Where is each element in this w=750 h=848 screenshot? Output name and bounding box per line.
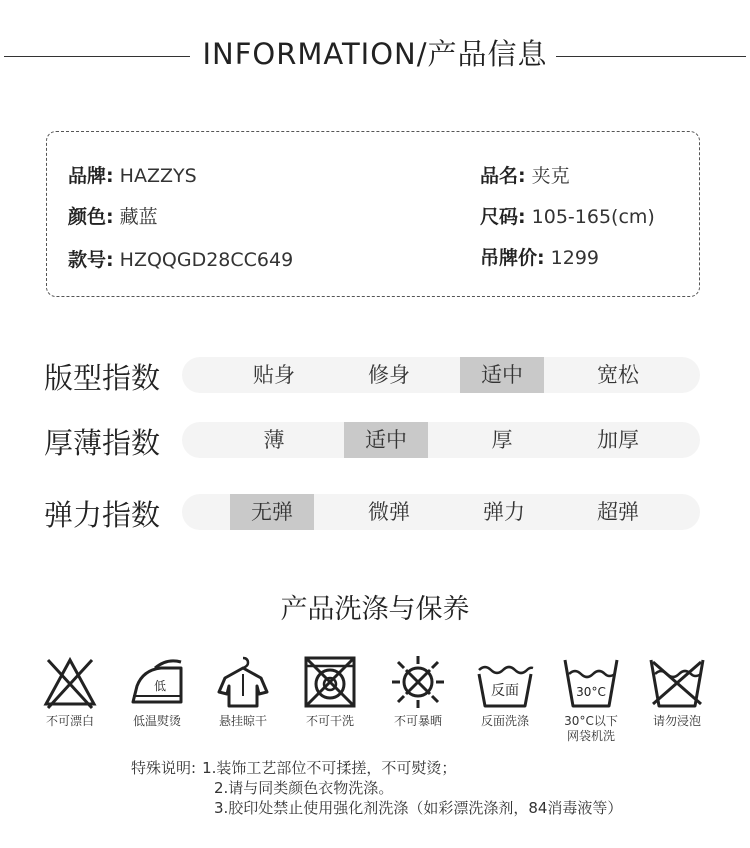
inside-out-glyph: 反面	[491, 683, 519, 699]
name-label: 品名:	[480, 165, 526, 187]
size-row	[480, 202, 655, 229]
product-info-box	[46, 131, 700, 297]
fit-option-3-selected: 适中	[460, 357, 544, 393]
low-temp-iron-caption: 低温熨烫	[132, 714, 181, 728]
note-item-2: 2.请与同类颜色衣物洗涤。	[214, 779, 394, 797]
no-dry-clean-caption: 不可干洗	[305, 714, 354, 728]
note-item-3: 3.胶印处禁止使用强化剂洗涤（如彩漂洗涤剂，84消毒液等）	[214, 799, 623, 817]
style-no-value: HZQQGD28CC649	[119, 249, 294, 271]
hang-dry-caption: 悬挂晾干	[218, 714, 267, 728]
size-value: 105-165(cm)	[531, 206, 655, 228]
fit-index-label: 版型指数	[44, 361, 161, 395]
elasticity-index-label: 弹力指数	[44, 498, 161, 532]
low-temp-glyph: 低	[153, 679, 167, 693]
elasticity-index-track	[182, 494, 700, 530]
machine-wash-caption-line2: 网袋机洗	[566, 729, 615, 743]
machine-wash-caption-line1: 30°C以下	[564, 714, 618, 728]
name-value: 夹克	[531, 165, 570, 187]
special-notes	[131, 758, 622, 818]
thickness-index-label: 厚薄指数	[44, 426, 161, 460]
elasticity-option-2: 微弹	[368, 500, 410, 524]
no-bleach-caption: 不可漂白	[45, 714, 94, 728]
care-title: 产品洗涤与保养	[280, 594, 470, 625]
brand-value: HAZZYS	[119, 165, 197, 187]
fit-option-2: 修身	[368, 363, 410, 387]
machine-wash-30-icon	[561, 652, 621, 712]
no-soak-caption: 请勿浸泡	[652, 714, 701, 728]
elasticity-option-4: 超弹	[597, 500, 639, 524]
brand-label: 品牌:	[68, 165, 114, 187]
thickness-option-2-selected: 适中	[344, 422, 428, 458]
no-bleach-icon	[40, 652, 100, 712]
style-no-row	[68, 245, 293, 272]
style-no-label: 款号:	[68, 249, 114, 271]
fit-option-4: 宽松	[597, 363, 639, 387]
name-row	[480, 161, 570, 188]
fit-option-1: 贴身	[253, 363, 295, 387]
page-title: INFORMATION/产品信息	[0, 32, 750, 73]
thickness-option-1: 薄	[263, 428, 285, 452]
fit-index-track	[182, 357, 700, 393]
wash-inside-out-caption: 反面洗涤	[480, 714, 529, 728]
low-temp-iron-icon	[127, 652, 187, 712]
thickness-index-track	[182, 422, 700, 458]
note-item-1: 1.装饰工艺部位不可揉搓，不可熨烫；	[202, 759, 457, 777]
no-sun-dry-caption: 不可暴晒	[393, 714, 442, 728]
size-label: 尺码:	[480, 206, 526, 228]
hang-dry-icon	[213, 652, 273, 712]
price-value: 1299	[550, 247, 600, 269]
elasticity-option-3: 弹力	[483, 500, 525, 524]
brand-row	[68, 161, 197, 188]
thickness-option-4: 加厚	[597, 428, 639, 452]
thickness-option-3: 厚	[491, 428, 513, 452]
wash-temp-glyph: 30°C	[576, 685, 606, 699]
price-row	[480, 243, 599, 270]
color-label: 颜色:	[68, 206, 114, 228]
wash-inside-out-icon	[475, 652, 535, 712]
notes-label: 特殊说明:	[131, 759, 197, 777]
color-row	[68, 202, 158, 229]
color-value: 藏蓝	[119, 206, 158, 228]
price-label: 吊牌价:	[480, 247, 545, 269]
no-dry-clean-icon	[300, 652, 360, 712]
elasticity-option-1-selected: 无弹	[230, 494, 314, 530]
no-sun-dry-icon	[388, 652, 448, 712]
machine-wash-caption	[549, 714, 633, 744]
no-soak-icon	[647, 652, 707, 712]
